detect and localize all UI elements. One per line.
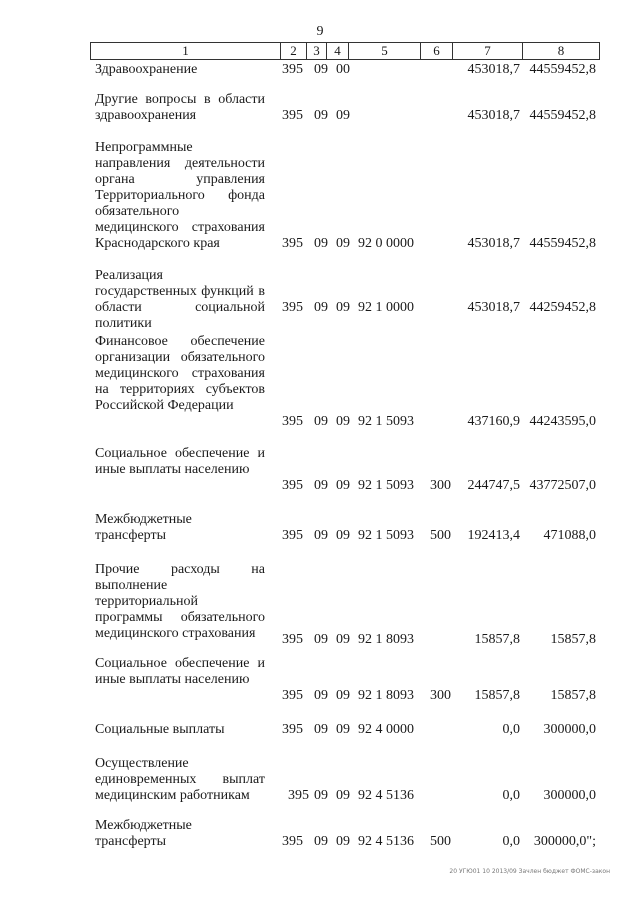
row-total-amount: 44243595,0 xyxy=(529,414,596,429)
row-total-amount: 43772507,0 xyxy=(529,478,596,493)
row-change-amount: 0,0 xyxy=(502,834,520,849)
header-col-4: 4 xyxy=(327,43,349,59)
row-name: Реализация государственных функций в области социальной политики xyxy=(95,268,265,331)
row-ministry-code: 395 xyxy=(288,788,309,803)
row-name: Другие вопросы в области здравоохранения xyxy=(95,92,265,123)
row-expense-type: 500 xyxy=(430,834,451,849)
row-subsection-code: 09 xyxy=(336,478,350,493)
row-name: Социальные выплаты xyxy=(95,722,225,737)
row-section-code: 09 xyxy=(314,528,328,543)
row-target-code: 92 0 0000 xyxy=(358,236,414,251)
row-section-code: 09 xyxy=(314,236,328,251)
row-subsection-code: 09 xyxy=(336,300,350,315)
header-col-7: 7 xyxy=(453,43,523,59)
row-section-code: 09 xyxy=(314,688,328,703)
row-section-code: 09 xyxy=(314,834,328,849)
row-expense-type: 300 xyxy=(430,478,451,493)
row-change-amount: 0,0 xyxy=(502,722,520,737)
row-total-amount: 300000,0 xyxy=(543,722,596,737)
row-name: Здравоохранение xyxy=(95,62,198,77)
row-subsection-code: 09 xyxy=(336,788,350,803)
row-change-amount: 453018,7 xyxy=(467,236,520,251)
row-section-code: 09 xyxy=(314,300,328,315)
row-total-amount: 300000,0"; xyxy=(533,834,596,849)
row-section-code: 09 xyxy=(314,478,328,493)
row-subsection-code: 09 xyxy=(336,834,350,849)
row-target-code: 92 4 0000 xyxy=(358,722,414,737)
row-subsection-code: 09 xyxy=(336,108,350,123)
row-ministry-code: 395 xyxy=(282,688,303,703)
row-subsection-code: 09 xyxy=(336,688,350,703)
header-col-5: 5 xyxy=(349,43,421,59)
row-total-amount: 15857,8 xyxy=(550,688,596,703)
row-total-amount: 44559452,8 xyxy=(529,236,596,251)
row-subsection-code: 09 xyxy=(336,236,350,251)
row-section-code: 09 xyxy=(314,108,328,123)
row-name: Межбюджетные трансферты xyxy=(95,512,192,543)
row-total-amount: 44559452,8 xyxy=(529,108,596,123)
row-name: Осуществление единовременных выплат медицинским работникам xyxy=(95,756,265,803)
row-expense-type: 300 xyxy=(430,688,451,703)
row-name: Социальное обеспечение и иные выплаты населению xyxy=(95,446,265,477)
row-ministry-code: 395 xyxy=(282,414,303,429)
row-target-code: 92 1 5093 xyxy=(358,528,414,543)
row-section-code: 09 xyxy=(314,62,328,77)
row-section-code: 09 xyxy=(314,414,328,429)
row-ministry-code: 395 xyxy=(282,62,303,77)
row-section-code: 09 xyxy=(314,722,328,737)
row-total-amount: 300000,0 xyxy=(543,788,596,803)
row-ministry-code: 395 xyxy=(282,528,303,543)
row-subsection-code: 00 xyxy=(336,62,350,77)
row-change-amount: 437160,9 xyxy=(467,414,520,429)
row-change-amount: 244747,5 xyxy=(467,478,520,493)
row-name: Финансовое обеспечение организации обязательного медицинского страхования на территориях субъектов Российской Федерации xyxy=(95,334,265,413)
row-change-amount: 192413,4 xyxy=(467,528,520,543)
row-ministry-code: 395 xyxy=(282,108,303,123)
row-target-code: 92 1 5093 xyxy=(358,478,414,493)
row-change-amount: 0,0 xyxy=(502,788,520,803)
row-target-code: 92 1 8093 xyxy=(358,632,414,647)
row-section-code: 09 xyxy=(314,788,328,803)
row-section-code: 09 xyxy=(314,632,328,647)
row-subsection-code: 09 xyxy=(336,414,350,429)
row-ministry-code: 395 xyxy=(282,722,303,737)
row-target-code: 92 1 5093 xyxy=(358,414,414,429)
row-change-amount: 15857,8 xyxy=(474,688,520,703)
row-ministry-code: 395 xyxy=(282,300,303,315)
row-subsection-code: 09 xyxy=(336,632,350,647)
row-target-code: 92 4 5136 xyxy=(358,834,414,849)
row-name: Непрограммные направления деятельности органа управления Территориального фонда обязательного медицинского страхования Краснодарского края xyxy=(95,140,265,251)
row-total-amount: 15857,8 xyxy=(550,632,596,647)
row-target-code: 92 1 8093 xyxy=(358,688,414,703)
row-name: Прочие расходы на выполнение территориальной программы обязательного медицинского страхования xyxy=(95,562,265,641)
row-target-code: 92 1 0000 xyxy=(358,300,414,315)
row-total-amount: 44259452,8 xyxy=(529,300,596,315)
row-ministry-code: 395 xyxy=(282,632,303,647)
row-change-amount: 15857,8 xyxy=(474,632,520,647)
row-name: Социальное обеспечение и иные выплаты населению xyxy=(95,656,265,687)
row-change-amount: 453018,7 xyxy=(467,108,520,123)
document-footer: 20 УГЮ01 10 2013/09 Зачлен бюджет ФОМС-закон xyxy=(449,868,610,875)
row-name: Межбюджетные трансферты xyxy=(95,818,192,849)
header-col-2: 2 xyxy=(281,43,307,59)
table-header xyxy=(90,42,600,60)
row-subsection-code: 09 xyxy=(336,528,350,543)
row-target-code: 92 4 5136 xyxy=(358,788,414,803)
row-expense-type: 500 xyxy=(430,528,451,543)
header-col-6: 6 xyxy=(421,43,453,59)
row-ministry-code: 395 xyxy=(282,236,303,251)
header-col-1: 1 xyxy=(91,43,281,59)
row-ministry-code: 395 xyxy=(282,834,303,849)
row-ministry-code: 395 xyxy=(282,478,303,493)
row-subsection-code: 09 xyxy=(336,722,350,737)
row-change-amount: 453018,7 xyxy=(467,62,520,77)
row-change-amount: 453018,7 xyxy=(467,300,520,315)
header-col-3: 3 xyxy=(307,43,327,59)
row-total-amount: 44559452,8 xyxy=(529,62,596,77)
row-total-amount: 471088,0 xyxy=(543,528,596,543)
header-col-8: 8 xyxy=(557,43,565,58)
page-number: 9 xyxy=(316,24,324,39)
